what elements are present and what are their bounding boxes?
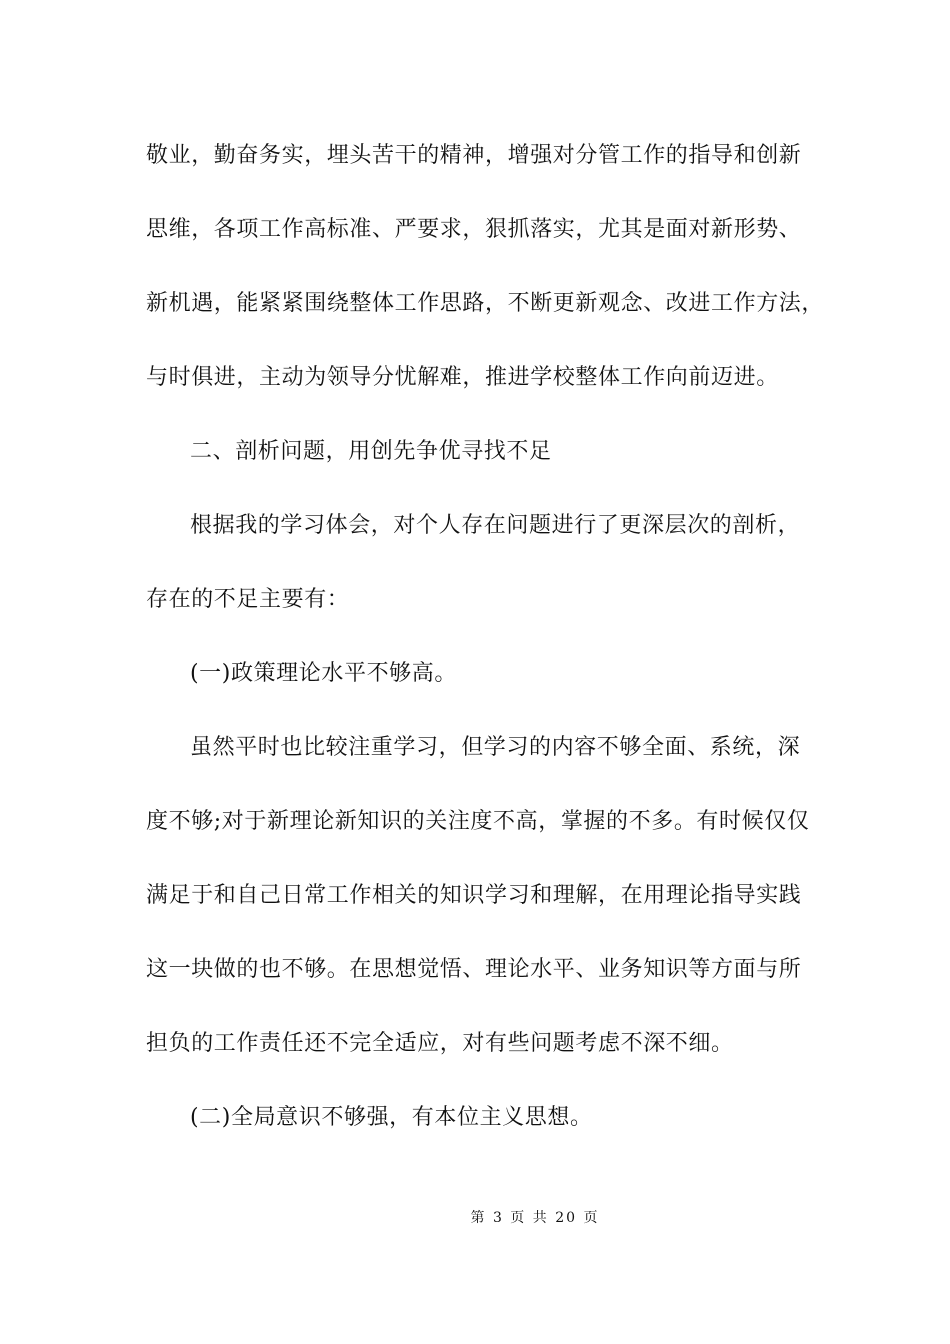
text-line: 虽然平时也比较注重学习，但学习的内容不够全面、系统，深 <box>190 735 801 760</box>
text-line: 满足于和自己日常工作相关的知识学习和理解，在用理论指导实践 <box>146 883 802 908</box>
subsection-heading: (二)全局意识不够强，有本位主义思想。 <box>190 1105 593 1130</box>
subsection-heading: (一)政策理论水平不够高。 <box>190 661 457 686</box>
text-line: 存在的不足主要有： <box>146 587 350 612</box>
document-body <box>146 134 836 1170</box>
text-line: 与时俱进，主动为领导分忧解难，推进学校整体工作向前迈进。 <box>146 365 779 390</box>
text-line: 思维，各项工作高标准、严要求，狠抓落实，尤其是面对新形势、 <box>146 217 802 242</box>
text-line: 这一块做的也不够。在思想觉悟、理论水平、业务知识等方面与所 <box>146 957 802 982</box>
text-line: 根据我的学习体会，对个人存在问题进行了更深层次的剖析， <box>190 513 801 538</box>
text-line: 担负的工作责任还不完全适应，对有些问题考虑不深不细。 <box>146 1031 734 1056</box>
text-line: 敬业，勤奋务实，埋头苦干的精神，增强对分管工作的指导和创新 <box>146 143 802 168</box>
page-footer: 第 3 页 共 20 页 <box>470 1210 600 1226</box>
section-heading: 二、剖析问题，用创先争优寻找不足 <box>190 439 552 464</box>
text-line: 度不够;对于新理论新知识的关注度不高，掌握的不多。有时候仅仅 <box>146 809 810 834</box>
text-line: 新机遇，能紧紧围绕整体工作思路，不断更新观念、改进工作方法， <box>146 291 825 316</box>
